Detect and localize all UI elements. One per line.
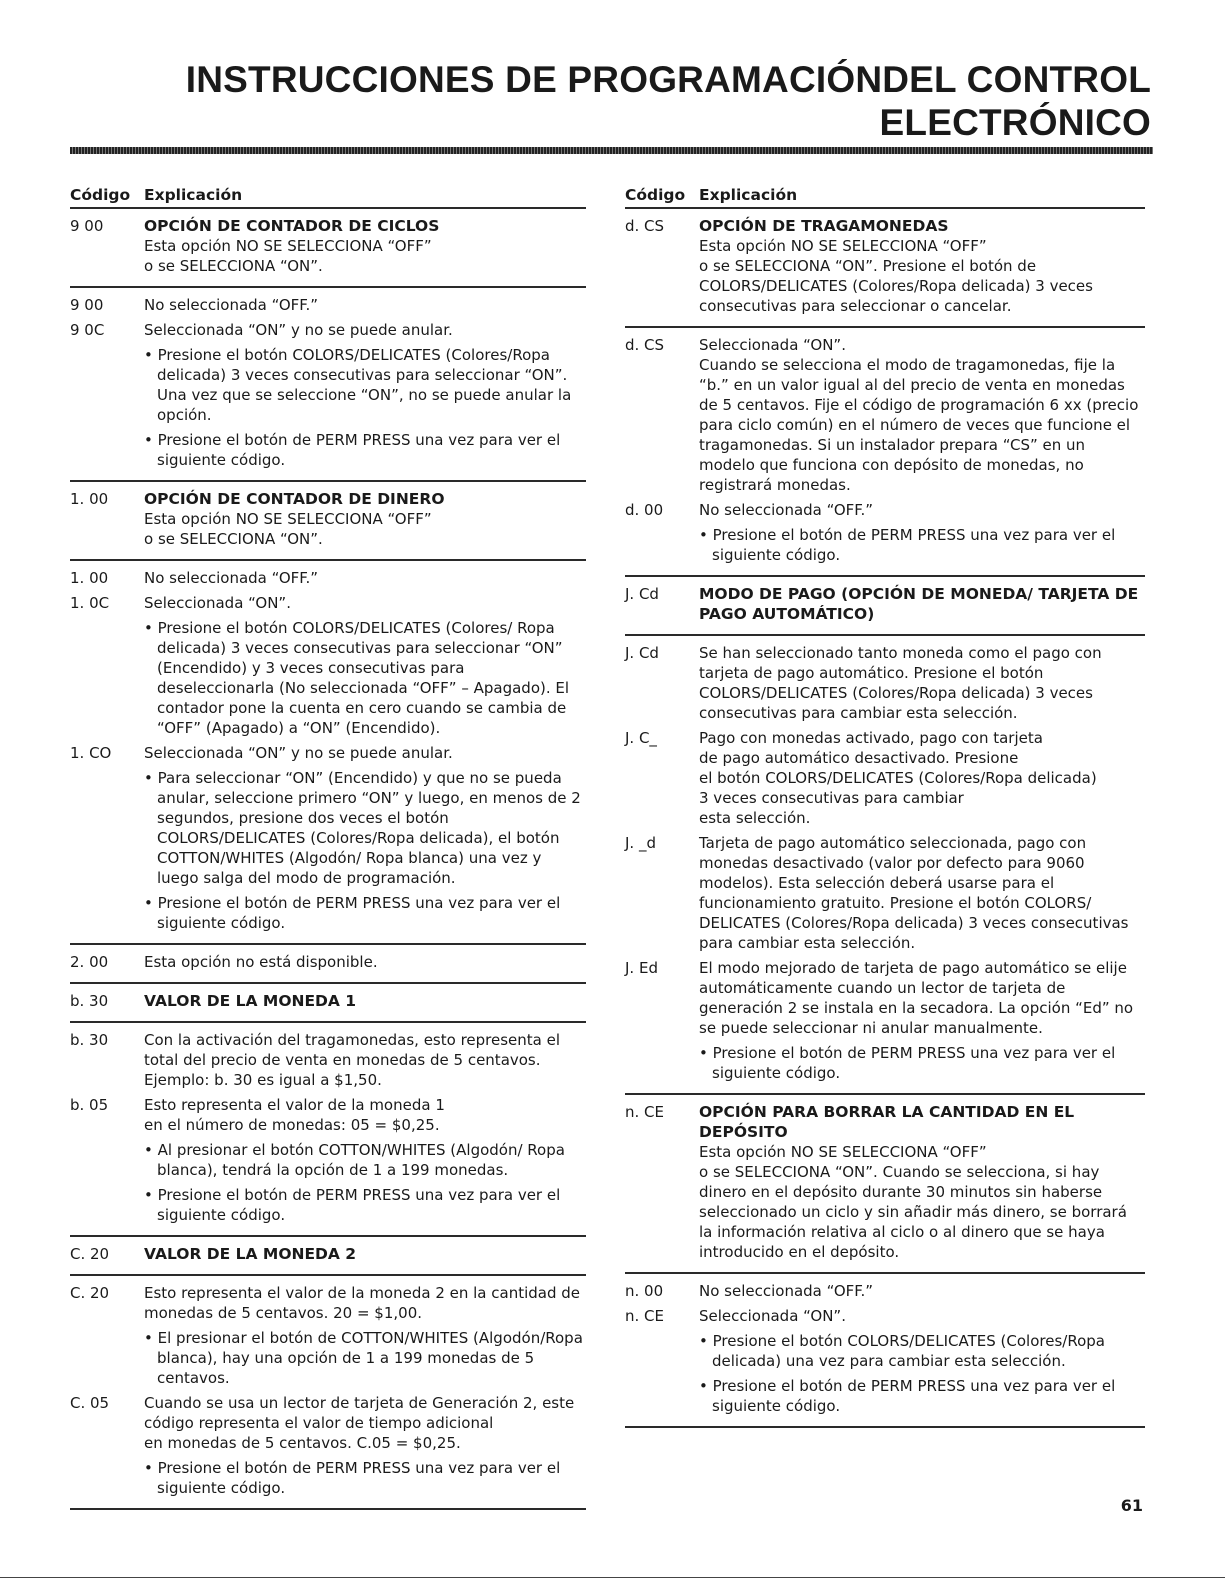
explanation: [144, 743, 586, 933]
explanation: [144, 991, 586, 1011]
explanation-text: de pago automático desactivado. Presione: [699, 749, 1019, 767]
code-value: J. Cd: [625, 585, 659, 603]
bullet-item: • Presione el botón de PERM PRESS una vez para ver el siguiente código.: [699, 525, 1145, 565]
bullet-item: • Presione el botón COLORS/DELICATES (Colores/Ropa delicada) 3 veces consecutivas para seleccionar “ON”. Una vez que se seleccione “ON”, no se puede anular la opción.: [144, 345, 586, 425]
explanation-text: Cuando se selecciona el modo de tragamonedas, fije la “b.” en un valor igual al del precio de venta en monedas de 5 centavos. Fije el código de programación 6 xx (precio para ciclo común) en el número de veces que funcione el tragamonedas. Si un instalador prepara “CS” en un modelo que funciona con depósito de monedas, no registrará monedas.: [699, 356, 1139, 494]
bullet-item: • Presione el botón COLORS/DELICATES (Colores/ Ropa delicada) 3 veces consecutivas para seleccionar “ON” (Encendido) y 3 veces consecutivas para deseleccionarla (No seleccionada “OFF” – Apagado). El contador pone la cuenta en cero cuando se cambia de “OFF” (Apagado) a “ON” (Encendido).: [144, 618, 586, 738]
code-value: n. CE: [625, 1103, 664, 1121]
explanation-text: el botón COLORS/DELICATES (Colores/Ropa delicada): [699, 769, 1097, 787]
code-row: [70, 743, 586, 933]
code-value: d. CS: [625, 217, 665, 235]
section-heading: MODO DE PAGO (OPCIÓN DE MONEDA/ TARJETA DE PAGO AUTOMÁTICO): [699, 585, 1139, 623]
explanation-text: en el número de monedas: 05 = $0,25.: [144, 1116, 440, 1134]
page-title: [151, 58, 1151, 144]
explanation-text: Esta opción NO SE SELECCIONA “OFF”: [144, 510, 432, 528]
explanation-text: Se han seleccionado tanto moneda como el pago con tarjeta de pago automático. Presione el botón COLORS/DELICATES (Colores/Ropa delicada) 3 veces consecutivas para cambiar esta selección.: [699, 644, 1102, 722]
explanation-text: No seleccionada “OFF.”: [144, 569, 319, 587]
code-value: 1. CO: [70, 744, 112, 762]
code-value: 1. 00: [70, 569, 109, 587]
code-value: 9 00: [70, 217, 104, 235]
explanation-text: Esta opción NO SE SELECCIONA “OFF”: [699, 1143, 987, 1161]
section-heading: VALOR DE LA MONEDA 2: [144, 1245, 357, 1263]
code-row: [70, 568, 586, 588]
code-section: [625, 1272, 1145, 1428]
title-line-2: ELECTRÓNICO: [879, 102, 1151, 143]
page-number: 61: [1120, 1496, 1143, 1515]
column-header: [625, 185, 1145, 207]
code-value: C. 20: [70, 1245, 110, 1263]
explanation-text: Seleccionada “ON”.: [699, 336, 846, 354]
code-row: [70, 991, 586, 1011]
explanation: [144, 216, 586, 276]
explanation-text: Seleccionada “ON”.: [144, 594, 291, 612]
explanation: [144, 1244, 586, 1264]
bullet-item: • Para seleccionar “ON” (Encendido) y que no se pueda anular, seleccione primero “ON” y luego, en menos de 2 segundos, presione dos veces el botón COLORS/DELICATES (Colores/Ropa delicada), el botón COTTON/WHITES (Algodón/ Ropa blanca) una vez y luego salga del modo de programación.: [144, 768, 586, 888]
explanation-text: Tarjeta de pago automático seleccionada, pago con monedas desactivado (valor por defecto para 9060 modelos). Esta selección deberá usarse para el funcionamiento gratuito. Presione el botón COLORS/ DELICATES (Colores/Ropa delicada) 3 veces consecutivas para cambiar esta selección.: [699, 834, 1129, 952]
code-row: [625, 833, 1145, 953]
bullet-item: • Presione el botón de PERM PRESS una vez para ver el siguiente código.: [144, 893, 586, 933]
code-row: [70, 320, 586, 470]
code-section: [625, 634, 1145, 1093]
explanation-text: o se SELECCIONA “ON”.: [144, 257, 323, 275]
explanation-text: en monedas de 5 centavos. C.05 = $0,25.: [144, 1434, 461, 1452]
right-sections: [625, 207, 1145, 1428]
code-row: [625, 1306, 1145, 1416]
code-value: 1. 00: [70, 490, 109, 508]
code-value: n. 00: [625, 1282, 664, 1300]
explanation-text: Pago con monedas activado, pago con tarjeta: [699, 729, 1043, 747]
explanation: [144, 568, 586, 588]
code-header: Código: [70, 186, 131, 204]
code-value: C. 05: [70, 1394, 110, 1412]
bullet-item: • Presione el botón de PERM PRESS una vez para ver el siguiente código.: [699, 1376, 1145, 1416]
code-value: 9 0C: [70, 321, 105, 339]
explanation-text: o se SELECCIONA “ON”.: [144, 530, 323, 548]
explanation-text: Seleccionada “ON”.: [699, 1307, 846, 1325]
section-heading: VALOR DE LA MONEDA 1: [144, 992, 357, 1010]
code-row: [625, 1102, 1145, 1262]
bullet-item: • Presione el botón de PERM PRESS una vez para ver el siguiente código.: [144, 1185, 586, 1225]
code-value: b. 30: [70, 992, 109, 1010]
code-row: [70, 295, 586, 315]
code-section: [625, 1093, 1145, 1272]
code-section: [625, 207, 1145, 326]
explanation: [699, 500, 1145, 565]
code-value: d. 00: [625, 501, 664, 519]
code-section: [70, 286, 586, 480]
explanation: [144, 593, 586, 738]
explanation: [144, 1095, 586, 1225]
explanation: [699, 216, 1145, 316]
explanation: [699, 584, 1145, 624]
explanation: [144, 489, 586, 549]
explanation-text: Seleccionada “ON” y no se puede anular.: [144, 744, 453, 762]
code-row: [70, 1283, 586, 1388]
bullet-item: • Presione el botón de PERM PRESS una vez para ver el siguiente código.: [699, 1043, 1145, 1083]
code-value: J. Ed: [625, 959, 658, 977]
explanation-text: 3 veces consecutivas para cambiar: [699, 789, 964, 807]
explanation-text: No seleccionada “OFF.”: [699, 501, 874, 519]
code-row: [625, 216, 1145, 316]
code-section: [70, 480, 586, 559]
code-value: n. CE: [625, 1307, 664, 1325]
code-row: [625, 728, 1145, 828]
explanation: [699, 335, 1145, 495]
code-section: [70, 207, 586, 286]
explanation-text: Esta opción no está disponible.: [144, 953, 378, 971]
code-section: [70, 1235, 586, 1274]
explanation-header: Explicación: [144, 186, 243, 204]
explanation-text: No seleccionada “OFF.”: [144, 296, 319, 314]
code-value: J. _d: [625, 834, 656, 852]
code-row: [625, 1281, 1145, 1301]
explanation-text: Esta opción NO SE SELECCIONA “OFF”: [699, 237, 987, 255]
explanation: [144, 295, 586, 315]
code-row: [70, 1393, 586, 1498]
code-section: [70, 982, 586, 1021]
explanation-text: o se SELECCIONA “ON”. Presione el botón de COLORS/DELICATES (Colores/Ropa delicada) 3 veces consecutivas para seleccionar o cancelar.: [699, 257, 1093, 315]
code-row: [70, 952, 586, 972]
explanation-text: esta selección.: [699, 809, 811, 827]
section-heading: OPCIÓN DE CONTADOR DE CICLOS: [144, 217, 440, 235]
explanation-text: Cuando se usa un lector de tarjeta de Generación 2, este código representa el valor de tiempo adicional: [144, 1394, 575, 1432]
code-value: 9 00: [70, 296, 104, 314]
bullet-item: • Presione el botón de PERM PRESS una vez para ver el siguiente código.: [144, 430, 586, 470]
explanation: [699, 1102, 1145, 1262]
section-heading: OPCIÓN DE TRAGAMONEDAS: [699, 217, 949, 235]
code-row: [70, 1095, 586, 1225]
right-column: [625, 185, 1145, 1428]
code-row: [625, 335, 1145, 495]
section-heading: OPCIÓN DE CONTADOR DE DINERO: [144, 490, 445, 508]
explanation: [699, 1306, 1145, 1416]
code-row: [625, 584, 1145, 624]
explanation-text: No seleccionada “OFF.”: [699, 1282, 874, 1300]
bottom-rule: [0, 1577, 1225, 1578]
code-row: [70, 1030, 586, 1090]
explanation: [144, 1283, 586, 1388]
code-section: [70, 1274, 586, 1510]
code-value: 1. 0C: [70, 594, 110, 612]
explanation: [699, 1281, 1145, 1301]
bullet-item: • Presione el botón COLORS/DELICATES (Colores/Ropa delicada) una vez para cambiar esta selección.: [699, 1331, 1145, 1371]
code-value: d. CS: [625, 336, 665, 354]
explanation-header: Explicación: [699, 186, 798, 204]
left-sections: [70, 207, 586, 1510]
code-section: [70, 943, 586, 982]
left-column: [70, 185, 586, 1510]
explanation: [144, 1030, 586, 1090]
code-section: [625, 575, 1145, 634]
explanation-text: Esta opción NO SE SELECCIONA “OFF”: [144, 237, 432, 255]
explanation-text: Con la activación del tragamonedas, esto representa el total del precio de venta en monedas de 5 centavos. Ejemplo: b. 30 es igual a $1,50.: [144, 1031, 561, 1089]
explanation: [144, 952, 586, 972]
explanation: [699, 643, 1145, 723]
explanation-text: Esto representa el valor de la moneda 1: [144, 1096, 445, 1114]
code-row: [625, 958, 1145, 1083]
code-section: [625, 326, 1145, 575]
explanation-text: Seleccionada “ON” y no se puede anular.: [144, 321, 453, 339]
code-row: [70, 1244, 586, 1264]
code-value: b. 05: [70, 1096, 109, 1114]
explanation-text: El modo mejorado de tarjeta de pago automático se elije automáticamente cuando un lector de tarjeta de generación 2 se instala en la secadora. La opción “Ed” no se puede seleccionar ni anular manualmente.: [699, 959, 1134, 1037]
code-row: [70, 216, 586, 276]
code-value: 2. 00: [70, 953, 109, 971]
code-value: C. 20: [70, 1284, 110, 1302]
code-row: [70, 489, 586, 549]
bullet-item: • Presione el botón de PERM PRESS una vez para ver el siguiente código.: [144, 1458, 586, 1498]
explanation: [699, 958, 1145, 1083]
code-value: J. C_: [625, 729, 657, 747]
explanation-text: Esto representa el valor de la moneda 2 en la cantidad de monedas de 5 centavos. 20 = $1,00.: [144, 1284, 581, 1322]
section-heading: OPCIÓN PARA BORRAR LA CANTIDAD EN EL DEPÓSITO: [699, 1103, 1075, 1141]
title-line-1: INSTRUCCIONES DE PROGRAMACIÓNDEL CONTROL: [185, 59, 1151, 100]
code-header: Código: [625, 186, 686, 204]
code-value: b. 30: [70, 1031, 109, 1049]
bullet-item: • El presionar el botón de COTTON/WHITES (Algodón/Ropa blanca), hay una opción de 1 a 199 monedas de 5 centavos.: [144, 1328, 586, 1388]
explanation: [144, 320, 586, 470]
code-section: [70, 559, 586, 943]
code-row: [625, 643, 1145, 723]
bullet-item: • Al presionar el botón COTTON/WHITES (Algodón/ Ropa blanca), tendrá la opción de 1 a 199 monedas.: [144, 1140, 586, 1180]
explanation: [699, 728, 1145, 828]
code-row: [70, 593, 586, 738]
code-value: J. Cd: [625, 644, 659, 662]
code-row: [625, 500, 1145, 565]
explanation-text: o se SELECCIONA “ON”. Cuando se selecciona, si hay dinero en el depósito durante 30 minutos sin haberse seleccionado un ciclo y sin añadir más dinero, se borrará la información relativa al ciclo o al dinero que se haya introducido en el depósito.: [699, 1163, 1127, 1261]
explanation: [699, 833, 1145, 953]
code-section: [70, 1021, 586, 1235]
column-header: [70, 185, 586, 207]
explanation: [144, 1393, 586, 1498]
title-rule: [70, 147, 1153, 154]
